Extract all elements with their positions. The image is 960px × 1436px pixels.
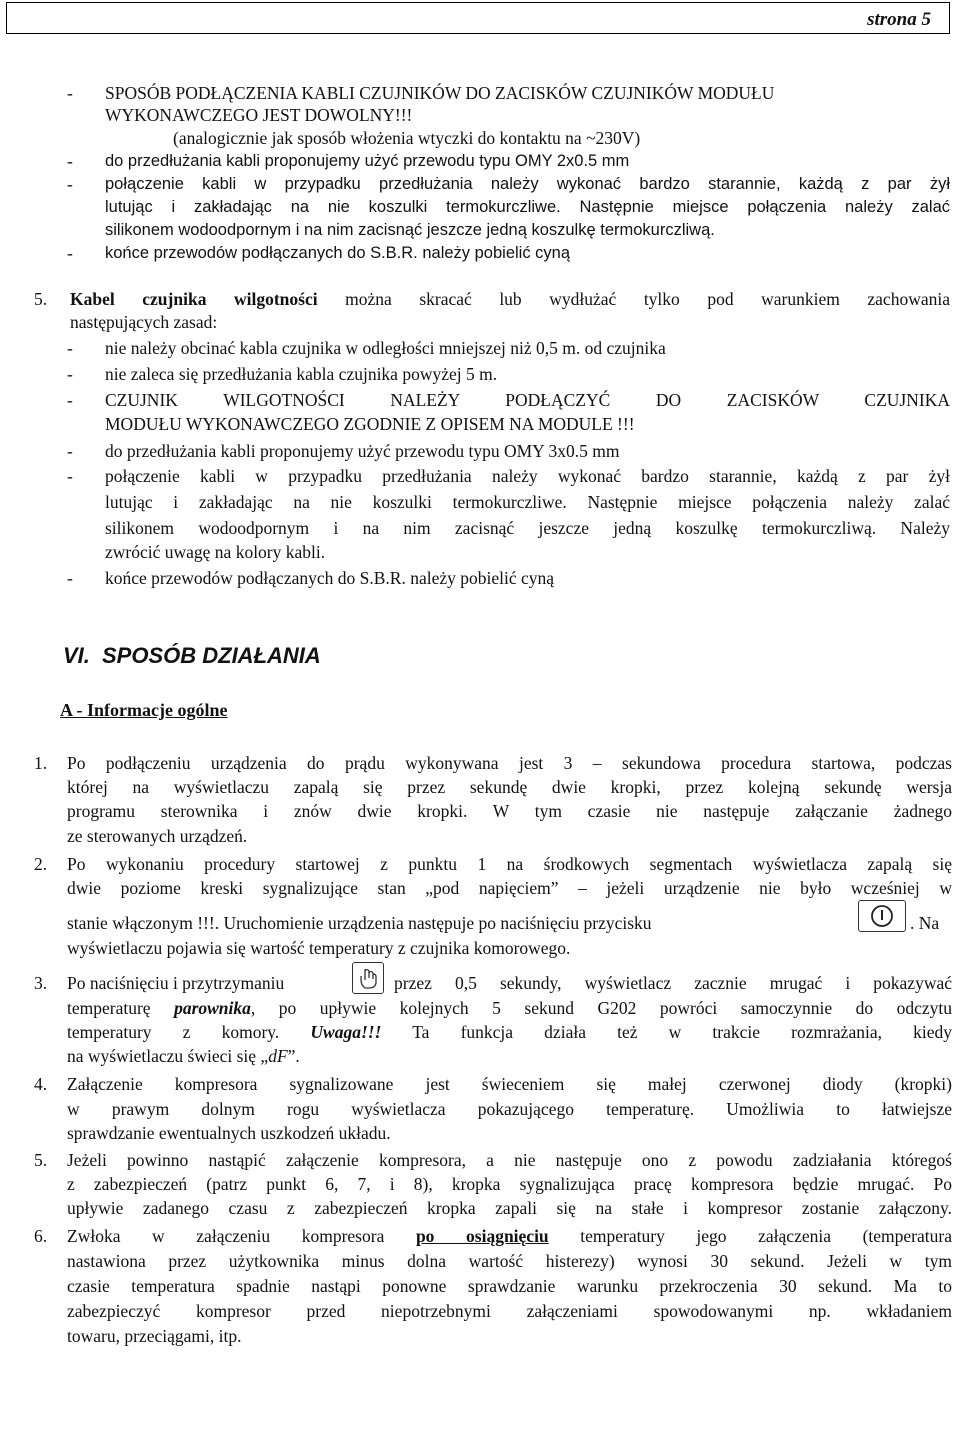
text-line: z zabezpieczeń (patrz punkt 6, 7, i 8), kropka sygnalizująca pracę kompresora będzie mrugać. Po xyxy=(67,1174,952,1194)
bullet-dash: - xyxy=(67,466,73,486)
section-title: SPOSÓB DZIAŁANIA xyxy=(102,643,321,668)
text-line: Po podłączeniu urządzenia do prądu wykonywana jest 3 – sekundowa procedura startowa, podczas xyxy=(67,753,952,773)
display-code: dF xyxy=(268,1046,288,1066)
text-line xyxy=(67,997,952,1019)
hand-button-icon xyxy=(352,962,384,994)
text-span: stanie włączonym !!!. Uruchomienie urządzenia następuje po naciśnięciu przycisku xyxy=(67,913,652,933)
warning-label: Uwaga!!! xyxy=(310,1022,382,1042)
text-line xyxy=(67,1045,300,1067)
text-line: silikonem wodoodpornym i na nim zacisnąć jeszcze jedną koszulkę termokurczliwą. xyxy=(105,221,715,239)
text-line: nie zaleca się przedłużania kabla czujnika powyżej 5 m. xyxy=(105,364,498,384)
text-line: zabezpieczyć kompresor przed niepotrzebnymi załączeniami spowodowanymi np. wkładaniem xyxy=(67,1301,952,1321)
text-line xyxy=(70,288,950,310)
text-span: temperatury z komory. xyxy=(67,1022,311,1042)
text-span: ”. xyxy=(287,1046,300,1066)
power-button-icon xyxy=(858,900,906,932)
item-number: 2. xyxy=(34,854,48,874)
text-line: do przedłużania kabli proponujemy użyć przewodu typu OMY 2x0.5 mm xyxy=(105,152,630,170)
page-header xyxy=(6,2,950,34)
text-line: przez 0,5 sekundy, wyświetlacz zacznie mrugać i pokazywać xyxy=(394,973,952,993)
text-line: . Na xyxy=(910,913,940,933)
text-line: SPOSÓB PODŁĄCZENIA KABLI CZUJNIKÓW DO ZACISKÓW CZUJNIKÓW MODUŁU xyxy=(105,83,775,103)
bold-phrase: Kabel czujnika wilgotności xyxy=(70,289,318,309)
text-line: towaru, przeciągami, itp. xyxy=(67,1326,242,1346)
text-line: programu sterownika i znów dwie kropki. W tym czasie nie następuje załączanie żadnego xyxy=(67,801,952,821)
text-line: dwie poziome kreski sygnalizujące stan „pod napięciem” – jeżeli urządzenie nie było wcześniej w xyxy=(67,878,952,898)
text-line: lutując i zakładając na nie koszulki termokurczliwe. Następnie miejsce połączenia należy zalać xyxy=(105,492,950,512)
section-number: VI. xyxy=(63,643,90,668)
text-line: (analogicznie jak sposób włożenia wtyczki do kontaktu na ~230V) xyxy=(173,128,641,148)
text-span: temperatury jego załączenia (temperatura xyxy=(548,1226,952,1246)
item-number: 1. xyxy=(34,753,48,773)
text-span: , po upływie kolejnych 5 sekund G202 powróci samoczynnie do odczytu xyxy=(250,998,953,1018)
item-number: 5. xyxy=(34,1150,48,1170)
item-number: 4. xyxy=(34,1074,48,1094)
text-line: silikonem wodoodpornym i na nim zacisnąć jeszcze jedną koszulkę termokurczliwą. Należy xyxy=(105,518,950,538)
text-line: MODUŁU WYKONAWCZEGO ZGODNIE Z OPISEM NA MODULE !!! xyxy=(105,414,635,434)
text-line: ze sterowanych urządzeń. xyxy=(67,826,248,846)
text-line: upływie zadanego czasu z zabezpieczeń kropka zapali się na stałe i kompresor zostanie załączony. xyxy=(67,1198,952,1218)
text-span: temperaturę xyxy=(67,998,175,1018)
bullet-dash: - xyxy=(67,83,73,103)
text-line: w prawym dolnym rogu wyświetlacza pokazującego temperaturę. Umożliwia to łatwiejsze xyxy=(67,1099,952,1119)
item-number: 3. xyxy=(34,973,48,993)
page-number: strona 5 xyxy=(867,9,931,30)
text-line: końce przewodów podłączanych do S.B.R. należy pobielić cyną xyxy=(105,244,571,262)
bullet-dash: - xyxy=(67,151,73,171)
item-number: 5. xyxy=(34,289,48,309)
subsection-title: A - Informacje ogólne xyxy=(60,700,228,720)
text-line: nastawiona przez użytkownika minus dolna wartość histerezy) wynosi 30 sekund. Jeżeli w tym xyxy=(67,1251,952,1271)
emphasis-term: parownika xyxy=(174,998,251,1018)
text-line: Załączenie kompresora sygnalizowane jest świeceniem się małej czerwonej diody (kropki) xyxy=(67,1074,952,1094)
bullet-dash: - xyxy=(67,364,73,384)
text-line: CZUJNIK WILGOTNOŚCI NALEŻY PODŁĄCZYĆ DO ZACISKÓW CZUJNIKA xyxy=(105,390,950,410)
text-line: czasie temperatura spadnie nastąpi ponowne sprawdzanie warunku przekroczenia 30 sekund. Ma to xyxy=(67,1276,952,1296)
bullet-dash: - xyxy=(67,441,73,461)
text-line: której na wyświetlaczu zapalą się przez sekundę dwie kropki, przez kolejną sekundę wersja xyxy=(67,777,952,797)
text-line: Po naciśnięciu i przytrzymaniu xyxy=(67,973,285,993)
text-line: lutując i zakładając na nie koszulki termokurczliwe. Następnie miejsce połączenia należy zalać xyxy=(105,198,950,216)
text-line xyxy=(67,912,652,934)
bullet-dash: - xyxy=(67,174,73,194)
text-line: sprawdzanie ewentualnych uszkodzeń układu. xyxy=(67,1123,391,1143)
text-span: Ta funkcja działa też w trakcie rozmrażania, kiedy xyxy=(381,1022,952,1042)
item-number: 6. xyxy=(34,1226,48,1246)
bullet-dash: - xyxy=(67,243,73,263)
bullet-dash: - xyxy=(67,390,73,410)
text-span: Zwłoka w załączeniu kompresora xyxy=(67,1226,416,1246)
text-line: końce przewodów podłączanych do S.B.R. należy pobielić cyną xyxy=(105,568,555,588)
text-line: nie należy obcinać kabla czujnika w odległości mniejszej niż 0,5 m. od czujnika xyxy=(105,338,666,358)
bullet-dash: - xyxy=(67,338,73,358)
text-line: połączenie kabli w przypadku przedłużania należy wykonać bardzo starannie, każdą z par żył xyxy=(105,466,950,486)
text-line xyxy=(67,1225,952,1247)
text-line: Po wykonaniu procedury startowej z punktu 1 na środkowych segmentach wyświetlacza zapalą się xyxy=(67,854,952,874)
text-line xyxy=(67,1021,952,1043)
text-line: zwrócić uwagę na kolory kabli. xyxy=(105,542,326,562)
text-line: WYKONAWCZEGO JEST DOWOLNY!!! xyxy=(105,105,413,125)
text-line: Jeżeli powinno nastąpić załączenie kompresora, a nie następuje ono z powodu zadziałania któregoś xyxy=(67,1150,952,1170)
text-line: do przedłużania kabli proponujemy użyć przewodu typu OMY 3x0.5 mm xyxy=(105,441,620,461)
text-line: połączenie kabli w przypadku przedłużania należy wykonać bardzo starannie, każdą z par żył xyxy=(105,175,950,193)
underlined-phrase: po osiągnięciu xyxy=(415,1226,549,1246)
text-span: można skracać lub wydłużać tylko pod warunkiem zachowania xyxy=(317,289,950,309)
text-line: następujących zasad: xyxy=(70,312,218,332)
text-line: wyświetlaczu pojawia się wartość temperatury z czujnika komorowego. xyxy=(67,938,571,958)
text-span: na wyświetlaczu świeci się „ xyxy=(67,1046,269,1066)
bullet-dash: - xyxy=(67,568,73,588)
